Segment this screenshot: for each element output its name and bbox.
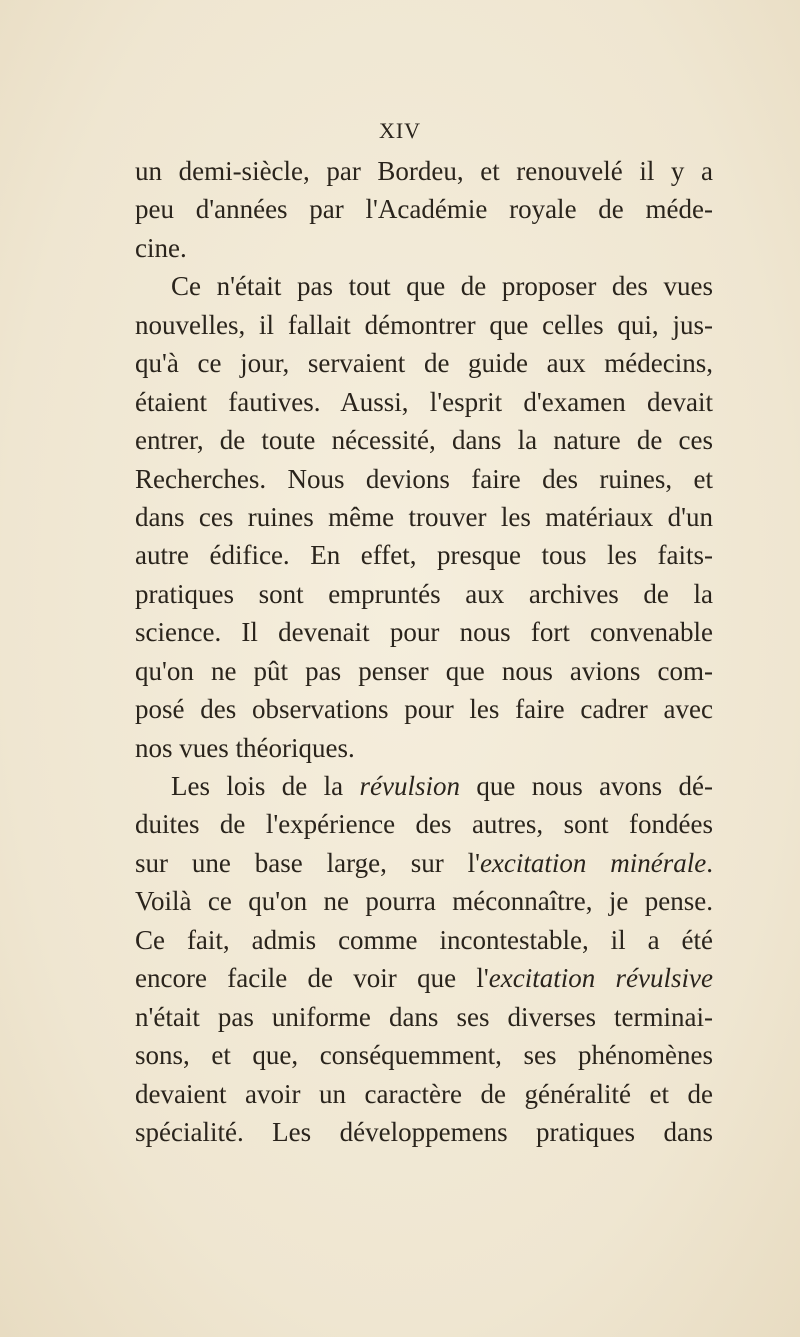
- text-line: autre édifice. En effet, presque tous les faits-: [135, 540, 713, 571]
- italic-term: excitation révulsive: [488, 963, 713, 994]
- italic-term: révulsion: [359, 771, 460, 801]
- text-segment: que nous avons dé-: [460, 771, 713, 801]
- text-line: entrer, de toute nécessité, dans la nature de ces: [135, 425, 713, 456]
- text-line: Ce fait, admis comme incontestable, il a été: [135, 924, 713, 955]
- text-segment: Les lois de la: [171, 771, 360, 801]
- text-line: [135, 959, 713, 997]
- text-line: qu'à ce jour, servaient de guide aux médecins,: [135, 348, 713, 379]
- text-segment: .: [706, 847, 713, 878]
- text-line: sons, et que, conséquemment, ses phénomènes: [135, 1040, 713, 1071]
- text-line: étaient fautives. Aussi, l'esprit d'examen devait: [135, 386, 713, 417]
- text-line: duites de l'expérience des autres, sont fondées: [135, 809, 713, 840]
- text-line: Recherches. Nous devions faire des ruines, et: [135, 463, 713, 494]
- text-segment: encore facile de voir que l': [135, 963, 489, 994]
- text-line: Ce n'était pas tout que de proposer des vues: [171, 271, 713, 302]
- text-line: [135, 844, 713, 882]
- text-line: [135, 767, 713, 805]
- text-line: dans ces ruines même trouver les matériaux d'un: [135, 501, 713, 532]
- text-line: Voilà ce qu'on ne pourra méconnaître, je pense.: [135, 886, 713, 917]
- text-line: posé des observations pour les faire cadrer avec: [135, 694, 713, 725]
- text-line: peu d'années par l'Académie royale de méde-: [135, 194, 713, 225]
- text-line: nos vues théoriques.: [135, 732, 355, 763]
- text-line: un demi-siècle, par Bordeu, et renouvelé il y a: [135, 156, 713, 186]
- text-line: devaient avoir un caractère de généralité et de: [135, 1078, 713, 1109]
- text-line: n'était pas uniforme dans ses diverses terminai-: [135, 1001, 713, 1032]
- text-segment: sur une base large, sur l': [135, 847, 480, 878]
- italic-term: excitation minérale: [479, 847, 707, 878]
- text-line: nouvelles, il fallait démontrer que celles qui, jus-: [135, 309, 713, 340]
- text-line: pratiques sont empruntés aux archives de la: [135, 578, 713, 609]
- body-text: [135, 152, 713, 1151]
- text-line: qu'on ne pût pas penser que nous avions com-: [135, 655, 713, 686]
- text-line: spécialité. Les développemens pratiques dans: [135, 1116, 713, 1147]
- text-line: cine.: [135, 232, 187, 263]
- text-line: science. Il devenait pour nous fort convenable: [135, 617, 713, 648]
- page-number-header: XIV: [378, 118, 422, 143]
